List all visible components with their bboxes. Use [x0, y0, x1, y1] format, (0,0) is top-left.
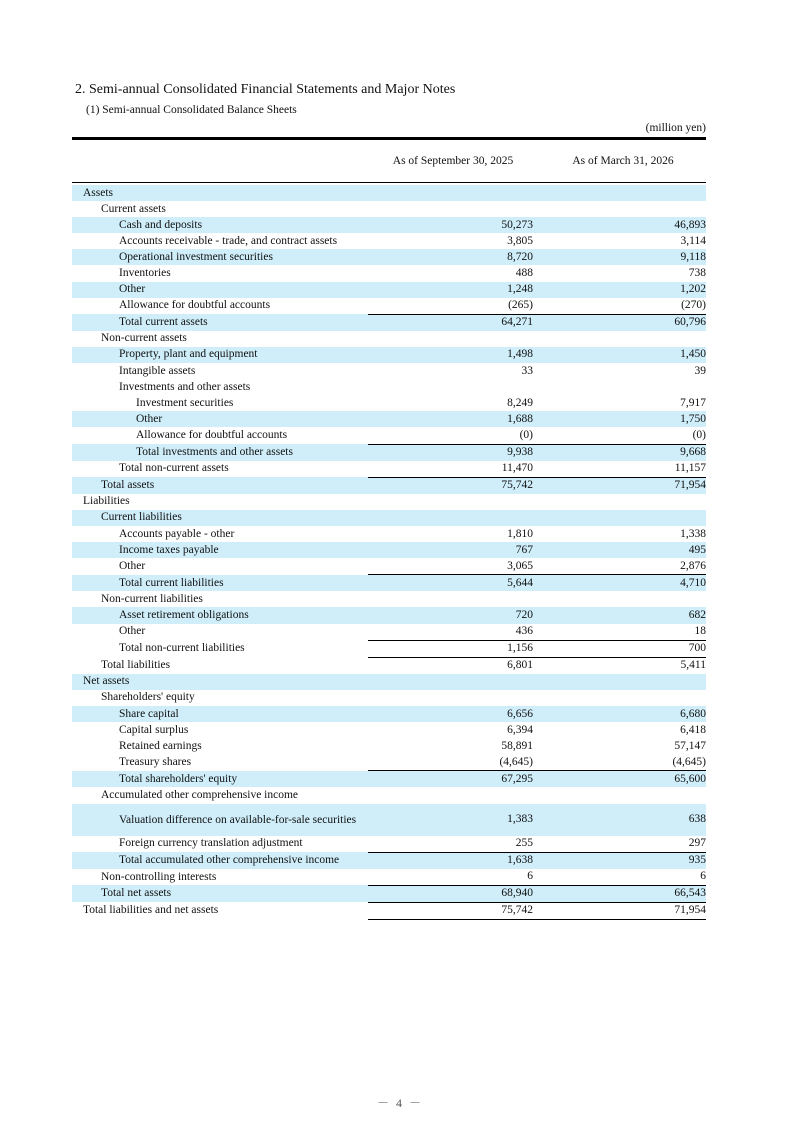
row-label: Total current assets	[72, 314, 368, 331]
table-row	[72, 690, 706, 706]
value-sep-2025: 68,940	[368, 885, 536, 902]
value-sep-2025	[368, 674, 536, 690]
value-sep-2025	[368, 379, 536, 395]
table-row	[72, 591, 706, 607]
value-mar-2026: 71,954	[536, 477, 706, 494]
value-mar-2026: 1,750	[536, 411, 706, 427]
table-row	[72, 217, 706, 233]
row-label: Investments and other assets	[119, 380, 251, 393]
value-mar-2026: 5,411	[536, 657, 706, 674]
row-label: Foreign currency translation adjustment	[119, 837, 303, 850]
value-mar-2026: 1,338	[680, 527, 706, 540]
value-sep-2025: 1,156	[368, 640, 536, 657]
row-label: Total net assets	[72, 885, 368, 902]
value-mar-2026: 935	[536, 852, 706, 869]
value-mar-2026	[536, 690, 706, 706]
value-mar-2026	[536, 494, 706, 510]
column-header-sep-2025: As of September 30, 2025	[392, 155, 514, 167]
table-row	[72, 738, 706, 754]
value-mar-2026: 700	[536, 640, 706, 657]
row-label: Accumulated other comprehensive income	[101, 789, 299, 802]
value-mar-2026: 6	[700, 870, 706, 883]
page-number: － 4 －	[376, 1096, 423, 1110]
table-row	[72, 575, 706, 592]
row-label: Cash and deposits	[72, 217, 368, 233]
table-row	[72, 657, 706, 674]
table-row	[72, 902, 706, 919]
value-mar-2026: 1,450	[536, 347, 706, 363]
table-row	[72, 754, 706, 771]
table-row	[72, 298, 706, 315]
table-row	[72, 836, 706, 853]
row-label: Total non-current assets	[119, 462, 229, 475]
column-header-mar-2026: As of March 31, 2026	[572, 155, 674, 167]
value-mar-2026: (4,645)	[672, 755, 706, 768]
value-mar-2026	[536, 591, 706, 607]
value-sep-2025	[368, 331, 536, 347]
value-sep-2025: 1,810	[507, 527, 533, 540]
value-mar-2026: 46,893	[536, 217, 706, 233]
page-title: 2. Semi-annual Consolidated Financial Statements and Major Notes	[75, 82, 456, 97]
table-row	[72, 249, 706, 265]
balance-sheet-table	[72, 137, 706, 920]
value-sep-2025: (265)	[508, 299, 533, 312]
value-sep-2025	[368, 510, 536, 526]
table-row	[72, 674, 706, 690]
value-mar-2026	[536, 379, 706, 395]
table-row	[72, 444, 706, 461]
table-row	[72, 624, 706, 641]
table-row	[72, 804, 706, 836]
table-row	[72, 411, 706, 427]
value-mar-2026: 11,157	[674, 462, 706, 475]
table-row	[72, 852, 706, 869]
value-sep-2025: 1,688	[368, 411, 536, 427]
table-row	[72, 640, 706, 657]
row-label: Total investments and other assets	[72, 444, 368, 461]
row-label: Total liabilities and net assets	[83, 904, 219, 917]
row-label: Allowance for doubtful accounts	[119, 299, 271, 312]
value-sep-2025: 64,271	[368, 314, 536, 331]
value-mar-2026	[536, 674, 706, 690]
value-mar-2026	[536, 185, 706, 201]
table-row	[72, 706, 706, 722]
table-row	[72, 265, 706, 281]
value-sep-2025: 8,249	[507, 396, 533, 409]
row-label: Share capital	[72, 706, 368, 722]
value-mar-2026: 71,954	[536, 902, 706, 919]
row-label: Intangible assets	[119, 364, 196, 377]
value-mar-2026: 682	[536, 607, 706, 623]
row-label: Income taxes payable	[72, 542, 368, 558]
table-row	[72, 477, 706, 494]
row-label: Accounts receivable - trade, and contract assets	[119, 234, 338, 247]
row-label: Non-current liabilities	[101, 592, 203, 605]
row-label: Other	[72, 411, 368, 427]
table-row	[72, 526, 706, 542]
value-mar-2026: 495	[536, 542, 706, 558]
value-sep-2025: 255	[515, 837, 533, 850]
table-row	[72, 201, 706, 217]
value-sep-2025: 5,644	[368, 575, 536, 592]
table-row	[72, 869, 706, 886]
value-mar-2026: (0)	[692, 428, 706, 441]
table-row	[72, 787, 706, 803]
value-sep-2025: 436	[515, 625, 533, 638]
value-sep-2025: 6	[527, 870, 533, 883]
table-row	[72, 558, 706, 575]
value-mar-2026: 6,418	[680, 723, 706, 736]
value-sep-2025: 6,801	[368, 657, 536, 674]
value-mar-2026	[536, 787, 706, 803]
table-row	[72, 363, 706, 379]
table-row	[72, 314, 706, 331]
row-label: Valuation difference on available-for-sale securities	[72, 804, 368, 836]
value-sep-2025: (0)	[519, 428, 533, 441]
value-sep-2025: 1,638	[368, 852, 536, 869]
table-row	[72, 510, 706, 526]
row-label: Total non-current liabilities	[119, 642, 245, 655]
row-label: Other	[119, 559, 146, 572]
row-label: Total liabilities	[101, 659, 171, 672]
row-label: Total shareholders' equity	[72, 771, 368, 788]
row-label: Capital surplus	[119, 723, 189, 736]
value-sep-2025	[368, 690, 536, 706]
value-sep-2025: 767	[368, 542, 536, 558]
balance-sheet-body	[72, 185, 706, 920]
table-row	[72, 427, 706, 444]
value-sep-2025: (4,645)	[499, 755, 533, 768]
table-row	[72, 379, 706, 395]
table-row	[72, 461, 706, 478]
row-label: Other	[72, 282, 368, 298]
value-sep-2025: 9,938	[368, 444, 536, 461]
value-sep-2025: 67,295	[368, 771, 536, 788]
value-sep-2025: 50,273	[368, 217, 536, 233]
value-sep-2025: 6,394	[507, 723, 533, 736]
column-header-row	[72, 140, 706, 183]
value-sep-2025: 75,742	[368, 477, 536, 494]
table-row	[72, 395, 706, 411]
value-mar-2026: 9,668	[536, 444, 706, 461]
value-mar-2026: 1,202	[536, 282, 706, 298]
value-sep-2025	[368, 201, 536, 217]
row-label: Current assets	[101, 202, 166, 215]
value-mar-2026: 2,876	[680, 559, 706, 572]
row-label: Assets	[72, 185, 368, 201]
value-sep-2025	[368, 787, 536, 803]
row-label: Asset retirement obligations	[72, 607, 368, 623]
table-row	[72, 542, 706, 558]
row-label: Liabilities	[83, 495, 130, 508]
row-label: Inventories	[119, 267, 171, 280]
value-sep-2025: 1,248	[368, 282, 536, 298]
value-sep-2025: 3,065	[507, 559, 533, 572]
table-row	[72, 233, 706, 249]
value-mar-2026: (270)	[681, 299, 706, 312]
value-mar-2026: 6,680	[536, 706, 706, 722]
row-label: Non-controlling interests	[101, 870, 217, 883]
row-label: Property, plant and equipment	[72, 347, 368, 363]
value-mar-2026: 18	[694, 625, 706, 638]
table-row	[72, 885, 706, 902]
value-sep-2025: 11,470	[501, 462, 533, 475]
row-label: Shareholders' equity	[101, 691, 195, 704]
row-label: Treasury shares	[119, 756, 192, 769]
value-mar-2026: 638	[536, 804, 706, 836]
section-subtitle: (1) Semi-annual Consolidated Balance Sheets	[86, 104, 297, 116]
row-label: Accounts payable - other	[119, 527, 235, 540]
table-row	[72, 282, 706, 298]
row-label: Operational investment securities	[72, 249, 368, 265]
value-mar-2026: 4,710	[536, 575, 706, 592]
table-row	[72, 494, 706, 510]
table-row	[72, 185, 706, 201]
table-row	[72, 722, 706, 738]
unit-label: (million yen)	[645, 122, 706, 134]
row-label: Total accumulated other comprehensive income	[72, 852, 368, 869]
value-mar-2026: 738	[688, 267, 706, 280]
row-label: Other	[119, 625, 146, 638]
row-label: Allowance for doubtful accounts	[136, 429, 288, 442]
value-mar-2026: 57,147	[674, 739, 706, 752]
value-mar-2026: 7,917	[680, 396, 706, 409]
value-mar-2026: 9,118	[536, 249, 706, 265]
value-sep-2025	[368, 591, 536, 607]
value-sep-2025	[368, 185, 536, 201]
row-label: Total current liabilities	[72, 575, 368, 592]
row-label: Net assets	[72, 674, 368, 690]
row-label: Non-current assets	[101, 332, 187, 345]
value-sep-2025: 1,383	[368, 804, 536, 836]
table-row	[72, 347, 706, 363]
value-mar-2026: 39	[694, 364, 706, 377]
value-sep-2025: 8,720	[368, 249, 536, 265]
value-mar-2026: 65,600	[536, 771, 706, 788]
value-sep-2025: 33	[521, 364, 533, 377]
value-sep-2025: 720	[368, 607, 536, 623]
table-row	[72, 331, 706, 347]
table-row	[72, 771, 706, 788]
table-row	[72, 607, 706, 623]
value-mar-2026: 66,543	[536, 885, 706, 902]
row-label: Investment securities	[136, 396, 234, 409]
value-sep-2025: 3,805	[507, 234, 533, 247]
value-mar-2026: 60,796	[536, 314, 706, 331]
value-sep-2025: 58,891	[501, 739, 533, 752]
row-label: Current liabilities	[72, 510, 368, 526]
value-sep-2025	[368, 494, 536, 510]
value-sep-2025: 1,498	[368, 347, 536, 363]
value-mar-2026: 3,114	[680, 234, 706, 247]
value-mar-2026	[536, 510, 706, 526]
value-sep-2025: 6,656	[368, 706, 536, 722]
value-sep-2025: 488	[515, 267, 533, 280]
row-label: Total assets	[72, 477, 368, 494]
row-label: Retained earnings	[119, 739, 202, 752]
value-mar-2026	[536, 201, 706, 217]
value-mar-2026	[536, 331, 706, 347]
value-sep-2025: 75,742	[368, 902, 536, 919]
value-mar-2026: 297	[688, 837, 706, 850]
